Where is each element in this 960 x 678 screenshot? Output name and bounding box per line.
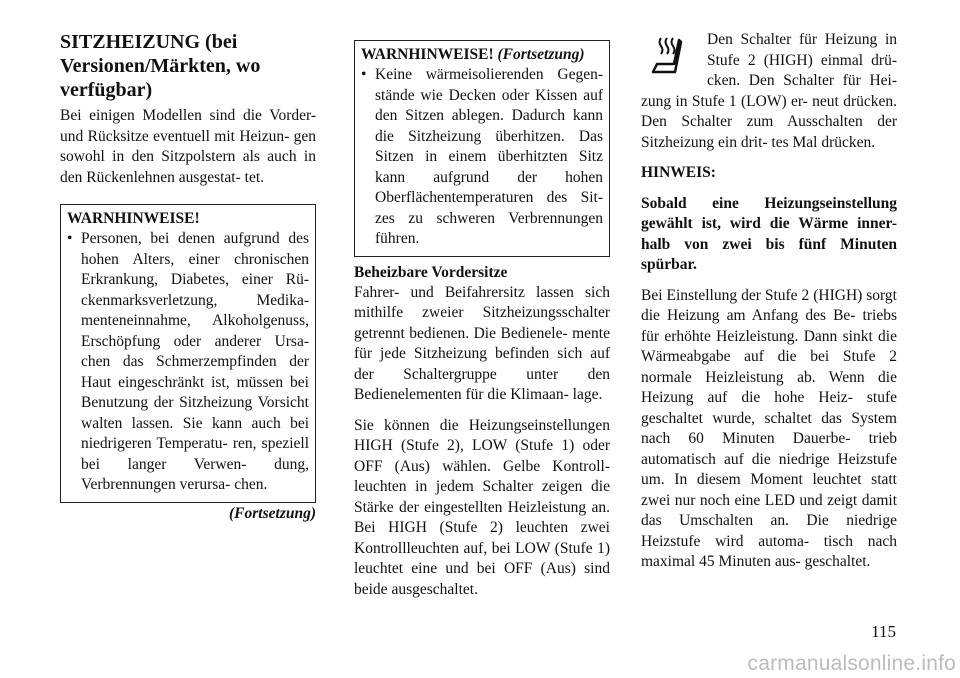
warning-title-continued: (Fortsetzung): [497, 46, 585, 63]
section-heading: SITZHEIZUNG (bei Versionen/Märkten, wo verfügbar): [60, 31, 261, 101]
warning-box-continued: [354, 40, 610, 257]
bullet-icon: •: [67, 230, 73, 247]
watermark: carmanualsonline.info: [747, 652, 956, 675]
column-2: [354, 30, 610, 600]
paragraph: Den Schalter für Heizung in Stufe 2 (HIGH) einmal drü- cken. Den Schalter für Hei- zung in Stufe 1 (LOW) er- neut drücken. Den Schalter zum Ausschalten der Sitzheizung ein drit- tes Mal drücken.: [641, 31, 897, 151]
intro-paragraph: Bei einigen Modellen sind die Vorder- und Rücksitze eventuell mit Heizun- gen sowohl in den Sitzpolstern als auch in den Rückenlehnen ausgestat- tet.: [60, 107, 316, 186]
warning-title: WARNHINWEISE!: [67, 210, 200, 227]
paragraph: Fahrer- und Beifahrersitz lassen sich mithilfe zweier Sitzheizungsschalter getrennt bedienen. Die Bedienele- mente für jede Sitzheizung befinden sich auf der Schaltergruppe unter den Bedienelementen für die Klimaan- lage.: [354, 283, 610, 403]
warning-bullet: [67, 229, 309, 496]
paragraph: Sie können die Heizungseinstellungen HIGH (Stufe 2), LOW (Stufe 1) oder OFF (Aus) wählen. Gelbe Kontroll- leuchten in jedem Schalter zeigen die Stärke der eingestellten Heizleistung an. Bei HIGH (Stufe 2) leuchten zwei Kontrollleuchten auf, bei LOW (Stufe 1) leuchtet eine und bei OFF (Aus) sind beide ausgeschaltet.: [354, 416, 610, 598]
column-3: [641, 30, 897, 573]
warning-title: [361, 45, 603, 65]
warning-title-text: WARNHINWEISE!: [361, 46, 494, 63]
subheading: Beheizbare Vordersitze: [354, 263, 508, 281]
note-label: HINWEIS:: [641, 164, 716, 181]
warning-bullet-text: Keine wärmeisolierenden Gegen- stände wie Decken oder Kissen auf den Sitzen ablegen. Dadurch kann die Sitzheizung überhitzen. Das Sitzen in einem überhitzten Sitz kann aufgrund der hohen Oberflächentemperaturen des Sit- zes zu schweren Verbrennungen führen.: [375, 66, 603, 247]
seat-heater-icon: [641, 30, 707, 90]
page-number: 115: [871, 622, 896, 641]
warning-box: [60, 204, 316, 503]
continued-label: (Fortsetzung): [229, 504, 316, 522]
bullet-icon: •: [361, 66, 367, 83]
column-1: [60, 30, 316, 523]
note-text: Sobald eine Heizungseinstellung gewählt ist, wird die Wärme inner- halb von zwei bis fünf Minuten spürbar.: [641, 194, 897, 273]
warning-bullet: [361, 65, 603, 250]
warning-bullet-text: Personen, bei denen aufgrund des hohen Alters, einer chronischen Erkrankung, Diabetes, einer Rü- ckenmarksverletzung, Medika- menteneinnahme, Alkoholgenuss, Erschöpfung oder anderer Ursa- chen das Schmerzempfinden der Haut eingeschränkt ist, müssen bei Benutzung der Sitzheizung Vorsicht walten lassen. Sie kann auch bei niedrigeren Temperatu- ren, speziell bei langer Verwen- dung, Verbrennungen verursa- chen.: [81, 230, 309, 493]
paragraph: Bei Einstellung der Stufe 2 (HIGH) sorgt die Heizung am Anfang des Be- triebs für erhöhte Heizleistung. Dann sinkt die Wärmeabgabe auf die bei Stufe 2 normale Heizleistung ab. Wenn die Heizung auf die hohe Heiz- stufe geschaltet wurde, schaltet das System nach 60 Minuten Dauerbe- trieb automatisch auf die niedrige Heizstufe um. In diesem Moment leuchtet statt zwei nur noch eine LED und zeigt damit das Umschalten an. Die niedrige Heizstufe wird automa- tisch nach maximal 45 Minuten aus- geschaltet.: [641, 286, 897, 570]
